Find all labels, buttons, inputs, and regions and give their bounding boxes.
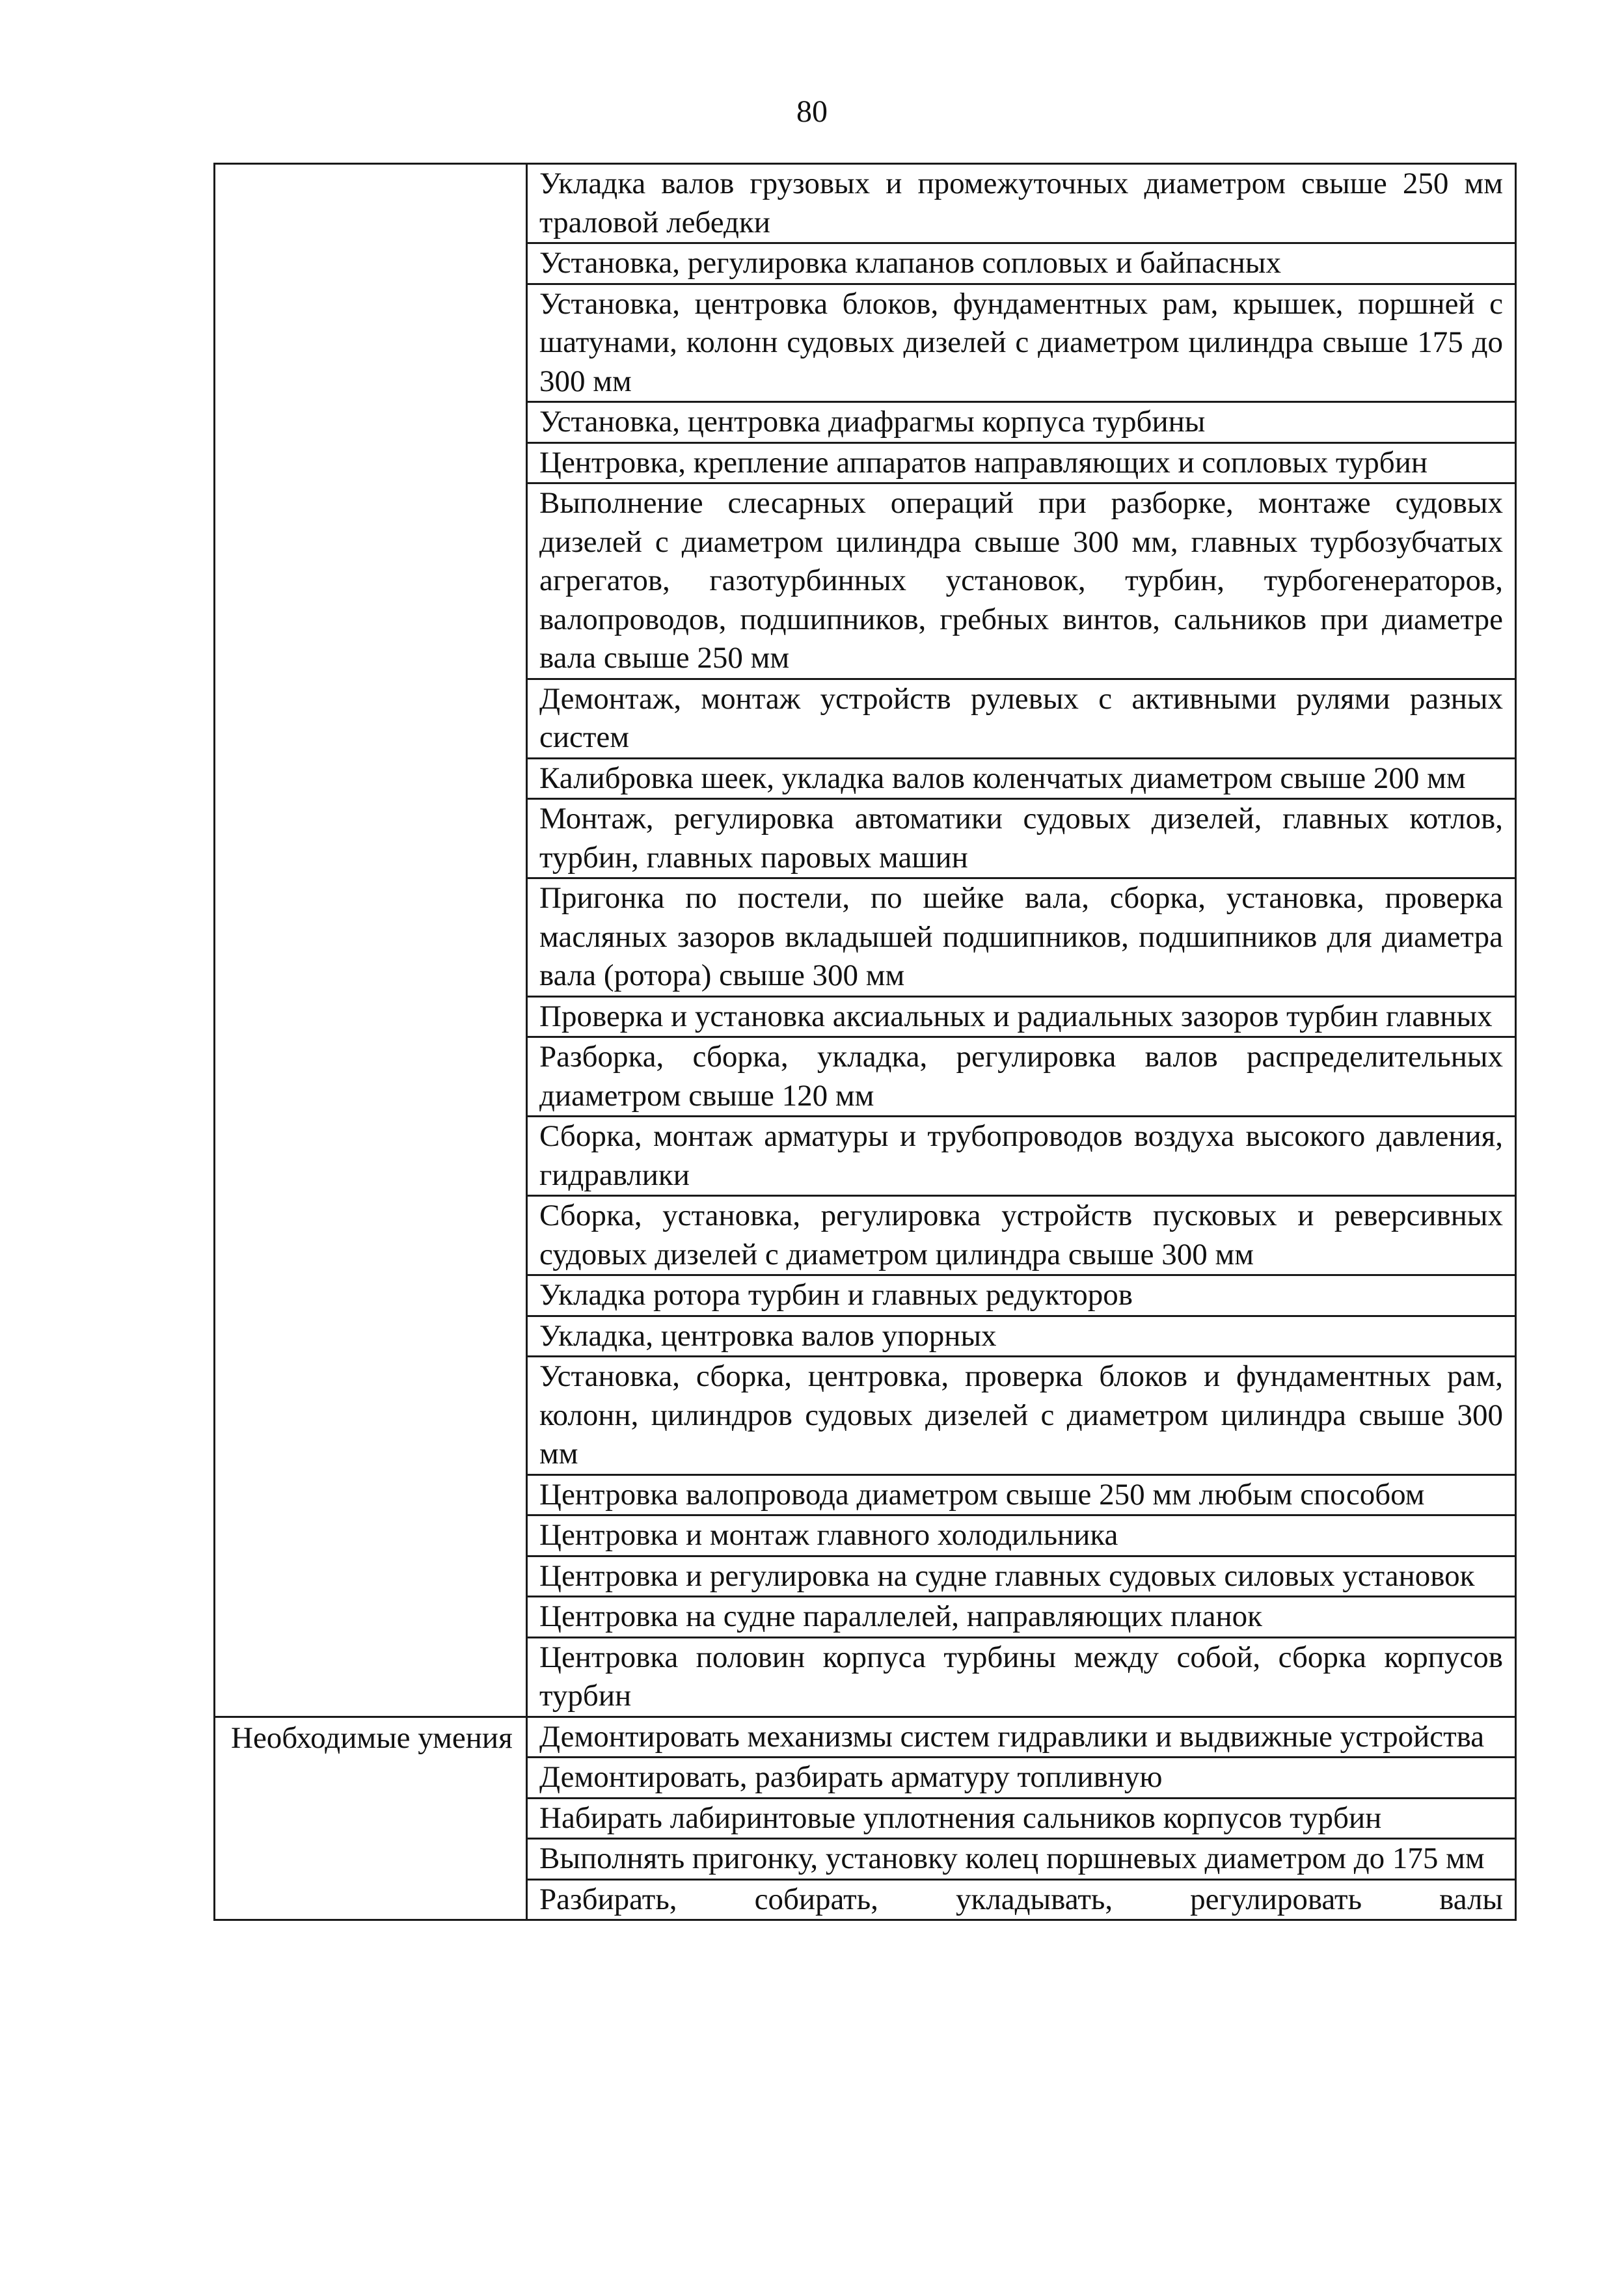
table-cell: Центровка валопровода диаметром свыше 250 мм любым способом <box>527 1474 1516 1515</box>
table-cell: Пригонка по постели, по шейке вала, сборка, установка, проверка масляных зазоров вкладышей подшипников, подшипников для диаметра вала (ротора) свыше 300 мм <box>527 878 1516 997</box>
table-cell: Демонтировать, разбирать арматуру топливную <box>527 1758 1516 1799</box>
table-cell: Набирать лабиринтовые уплотнения сальников корпусов турбин <box>527 1798 1516 1839</box>
table-cell: Установка, центровка блоков, фундаментных рам, крышек, поршней с шатунами, колонн судовых дизелей с диаметром цилиндра свыше 175 до 300 мм <box>527 284 1516 402</box>
table-row <box>215 1717 1516 1758</box>
table-cell: Сборка, установка, регулировка устройств пусковых и реверсивных судовых дизелей с диаметром цилиндра свыше 300 мм <box>527 1196 1516 1275</box>
table-cell: Укладка ротора турбин и главных редукторов <box>527 1275 1516 1316</box>
section-label-cell <box>215 164 527 1717</box>
table-cell: Сборка, монтаж арматуры и трубопроводов воздуха высокого давления, гидравлики <box>527 1117 1516 1196</box>
table-row <box>215 164 1516 243</box>
table-cell: Центровка, крепление аппаратов направляющих и сопловых турбин <box>527 442 1516 483</box>
table-cell: Установка, регулировка клапанов сопловых и байпасных <box>527 243 1516 284</box>
competency-table <box>213 163 1517 1921</box>
table-cell: Установка, сборка, центровка, проверка блоков и фундаментных рам, колонн, цилиндров судовых дизелей с диаметром цилиндра свыше 300 мм <box>527 1357 1516 1475</box>
table-cell: Монтаж, регулировка автоматики судовых дизелей, главных котлов, турбин, главных паровых машин <box>527 799 1516 878</box>
table-cell: Проверка и установка аксиальных и радиальных зазоров турбин главных <box>527 996 1516 1037</box>
table-cell: Разбирать, собирать, укладывать, регулировать валы <box>527 1879 1516 1920</box>
table-cell: Центровка половин корпуса турбины между собой, сборка корпусов турбин <box>527 1637 1516 1717</box>
table-cell: Установка, центровка диафрагмы корпуса турбины <box>527 402 1516 443</box>
table-cell: Разборка, сборка, укладка, регулировка валов распределительных диаметром свыше 120 мм <box>527 1037 1516 1117</box>
table-cell: Укладка, центровка валов упорных <box>527 1316 1516 1357</box>
table-cell: Центровка и монтаж главного холодильника <box>527 1515 1516 1556</box>
table-cell: Выполнение слесарных операций при разборке, монтаже судовых дизелей с диаметром цилиндра свыше 300 мм, главных турбозубчатых агрегатов, газотурбинных установок, турбин, турбогенераторов, валопроводов, подшипников, гребных винтов, сальников при диаметре вала свыше 250 мм <box>527 483 1516 679</box>
table-cell: Демонтаж, монтаж устройств рулевых с активными рулями разных систем <box>527 679 1516 758</box>
page-number: 80 <box>796 94 828 129</box>
table-cell: Центровка на судне параллелей, направляющих планок <box>527 1597 1516 1638</box>
table-cell: Центровка и регулировка на судне главных судовых силовых установок <box>527 1556 1516 1597</box>
table-cell: Демонтировать механизмы систем гидравлики и выдвижные устройства <box>527 1717 1516 1758</box>
table-cell: Укладка валов грузовых и промежуточных диаметром свыше 250 мм траловой лебедки <box>527 164 1516 243</box>
section-label-cell: Необходимые умения <box>215 1717 527 1920</box>
table-cell: Выполнять пригонку, установку колец поршневых диаметром до 175 мм <box>527 1839 1516 1880</box>
table-cell: Калибровка шеек, укладка валов коленчатых диаметром свыше 200 мм <box>527 758 1516 799</box>
